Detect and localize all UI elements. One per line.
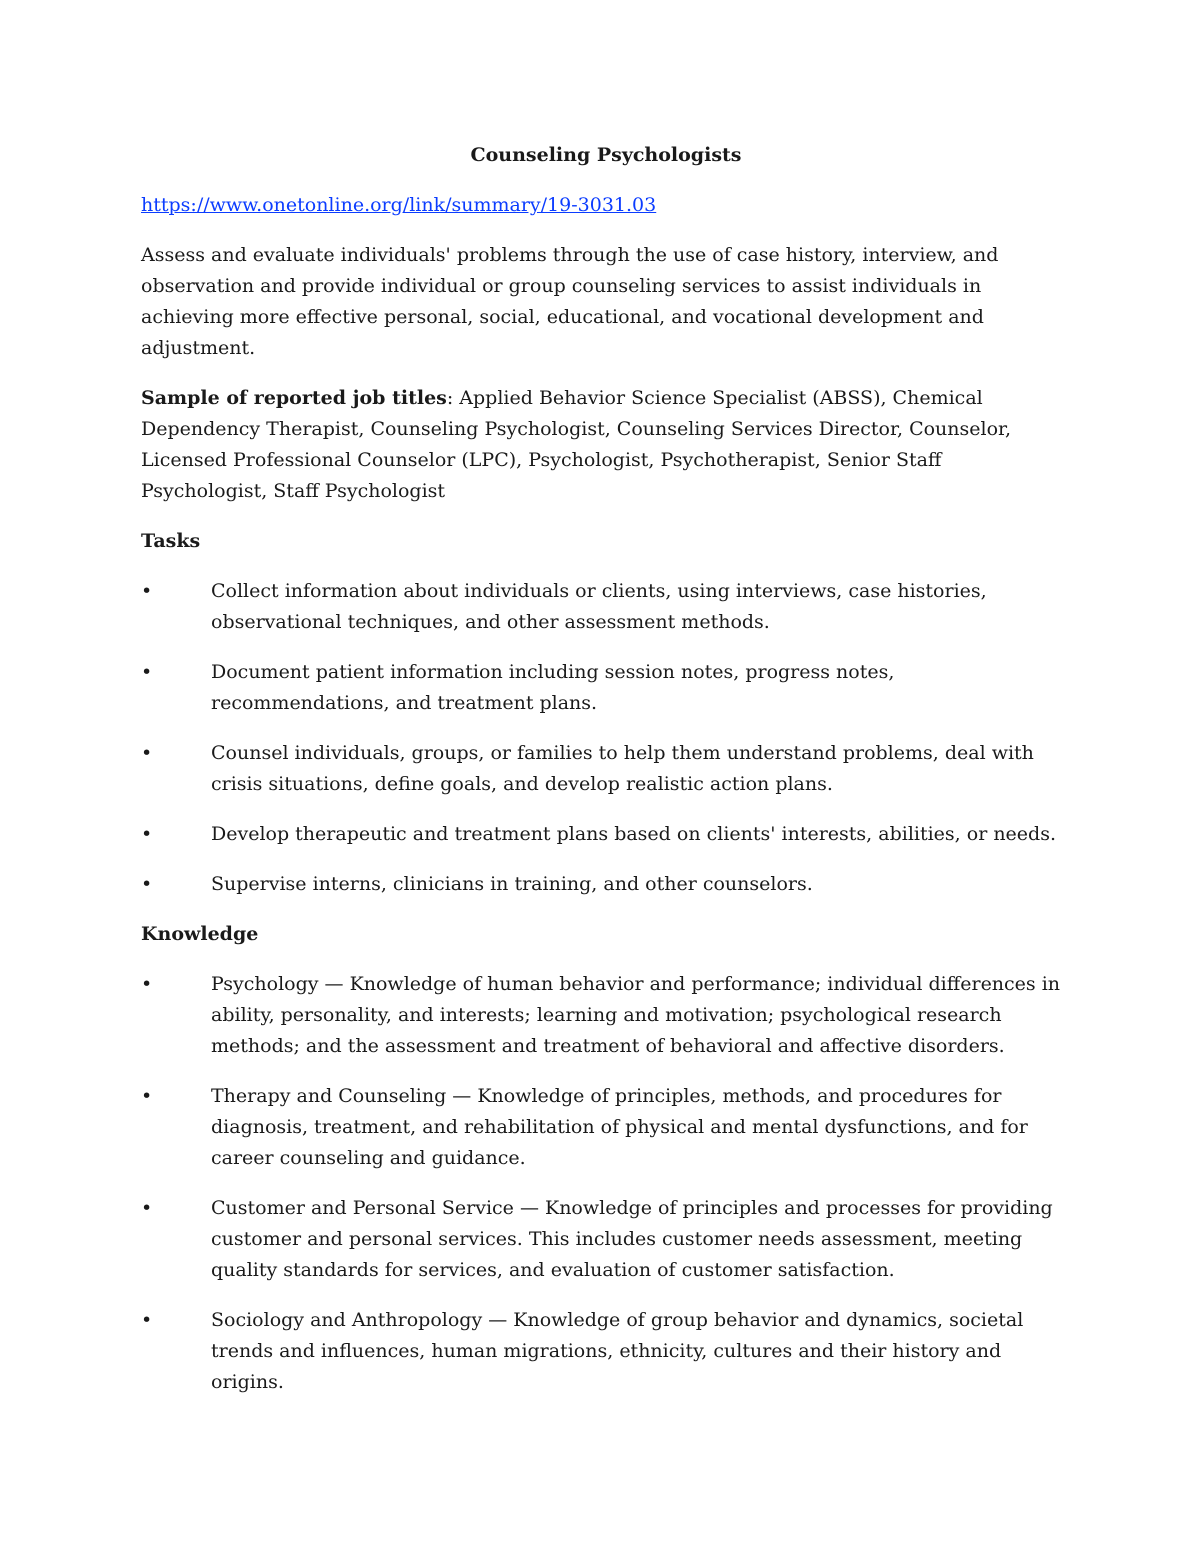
occupation-summary: Assess and evaluate individuals' problems through the use of case history, interview, and observation and provide individual or group counseling services to assist individuals in achieving more effective personal, social, educational, and vocational development and adjustment. <box>141 244 999 359</box>
knowledge-item <box>141 1193 1071 1286</box>
task-item <box>141 657 1071 719</box>
task-item <box>141 869 1071 900</box>
task-text: Document patient information including session notes, progress notes, recommendations, and treatment plans. <box>211 661 895 714</box>
job-titles-text: : Applied Behavior Science Specialist (ABSS), Chemical Dependency Therapist, Counseling Psychologist, Counseling Services Director, Counselor, Licensed Professional Counselor (LPC), Psychologist, Psychotherapist, Senior Staff Psychologist, Staff Psychologist <box>141 387 1012 502</box>
task-text: Collect information about individuals or clients, using interviews, case histories, observational techniques, and other assessment methods. <box>211 580 987 633</box>
tasks-list <box>141 576 1071 900</box>
task-item <box>141 738 1071 800</box>
knowledge-text: Customer and Personal Service — Knowledge of principles and processes for providing customer and personal services. This includes customer needs assessment, meeting quality standards for services, and evaluation of customer satisfaction. <box>211 1197 1053 1281</box>
job-titles-paragraph <box>141 383 1071 507</box>
knowledge-text: Sociology and Anthropology — Knowledge of group behavior and dynamics, societal trends and influences, human migrations, ethnicity, cultures and their history and origins. <box>211 1309 1024 1393</box>
knowledge-item <box>141 1081 1071 1174</box>
bullet-icon: • <box>141 973 153 995</box>
task-text: Develop therapeutic and treatment plans based on clients' interests, abilities, or needs. <box>211 823 1056 845</box>
bullet-icon: • <box>141 661 153 683</box>
knowledge-heading: Knowledge <box>141 923 259 945</box>
bullet-icon: • <box>141 823 153 845</box>
task-text: Counsel individuals, groups, or families to help them understand problems, deal with crisis situations, define goals, and develop realistic action plans. <box>211 742 1034 795</box>
knowledge-item <box>141 1305 1071 1398</box>
document-page <box>141 140 1071 1417</box>
task-text: Supervise interns, clinicians in training, and other counselors. <box>211 873 813 895</box>
bullet-icon: • <box>141 873 153 895</box>
knowledge-text: Therapy and Counseling — Knowledge of principles, methods, and procedures for diagnosis, treatment, and rehabilitation of physical and mental dysfunctions, and for career counseling and guidance. <box>211 1085 1028 1169</box>
document-title: Counseling Psychologists <box>470 144 742 166</box>
knowledge-text: Psychology — Knowledge of human behavior and performance; individual differences in ability, personality, and interests; learning and motivation; psychological research methods; and the assessment and treatment of behavioral and affective disorders. <box>211 973 1061 1057</box>
bullet-icon: • <box>141 1309 153 1331</box>
job-titles-label: Sample of reported job titles <box>141 387 447 409</box>
task-item <box>141 576 1071 638</box>
task-item <box>141 819 1071 850</box>
bullet-icon: • <box>141 1085 153 1107</box>
tasks-heading: Tasks <box>141 530 201 552</box>
bullet-icon: • <box>141 580 153 602</box>
knowledge-item <box>141 969 1071 1062</box>
onet-summary-link[interactable]: https://www.onetonline.org/link/summary/19-3031.03 <box>141 194 657 216</box>
bullet-icon: • <box>141 1197 153 1219</box>
bullet-icon: • <box>141 742 153 764</box>
knowledge-list <box>141 969 1071 1398</box>
